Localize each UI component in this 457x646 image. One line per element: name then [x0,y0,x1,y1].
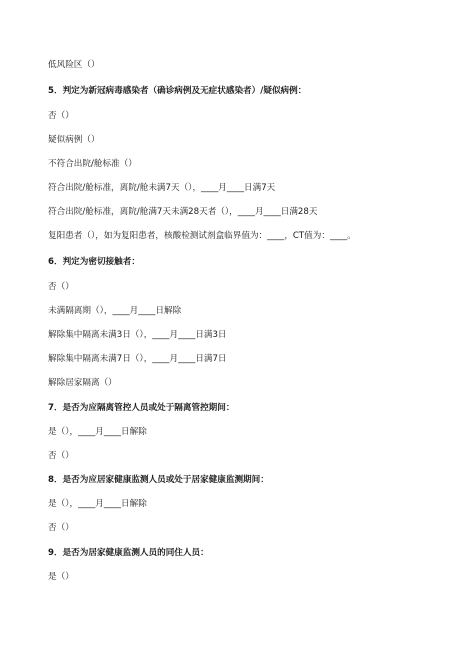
question-9-heading: 9．是否为居家健康监测人员的同住人员： [48,548,209,558]
q7-option-no: 否（） [48,451,74,461]
q5-option-suspected: 疑似病例（） [48,135,100,145]
q5-option-re-positive: 复阳患者（），如为复阳患者，核酸检测试剂盒临界值为：____，CT值为：____。 [48,231,356,241]
q5-option-7-to-28-days: 符合出院/舱标准，离院/舱满7天未满28天者（），____月____日满28天 [48,207,318,217]
q6-option-under-3-days: 解除集中隔离未满3日（），____月____日满3日 [48,330,227,340]
question-5-heading: 5．判定为新冠病毒感染者（确诊病例及无症状感染者）/疑似病例： [48,86,307,96]
question-8-heading: 8．是否为应居家健康监测人员或处于居家健康监测期间： [48,475,269,485]
q9-option-yes: 是（） [48,572,74,582]
q8-option-yes: 是（），____月____日解除 [48,499,147,509]
q6-option-under-7-days: 解除集中隔离未满7日（），____月____日满7日 [48,354,227,364]
question-6-heading: 6．判定为密切接触者： [48,257,140,267]
q5-option-no: 否（） [48,111,74,121]
q5-option-under-7-days: 符合出院/舱标准，离院/舱未满7天（），____月____日满7天 [48,183,276,193]
q7-option-yes: 是（），____月____日解除 [48,427,147,437]
q6-option-home-quarantine-ended: 解除居家隔离（） [48,378,117,388]
question-7-heading: 7．是否为应隔离管控人员或处于隔离管控期间： [48,403,235,413]
q8-option-no: 否（） [48,523,74,533]
q5-option-not-discharge-standard: 不符合出院/舱标准（） [48,159,137,169]
q6-option-no: 否（） [48,282,74,292]
option-low-risk-area: 低风险区（） [48,60,100,70]
q6-option-quarantine-not-complete: 未满隔离期（），____月____日解除 [48,306,182,316]
